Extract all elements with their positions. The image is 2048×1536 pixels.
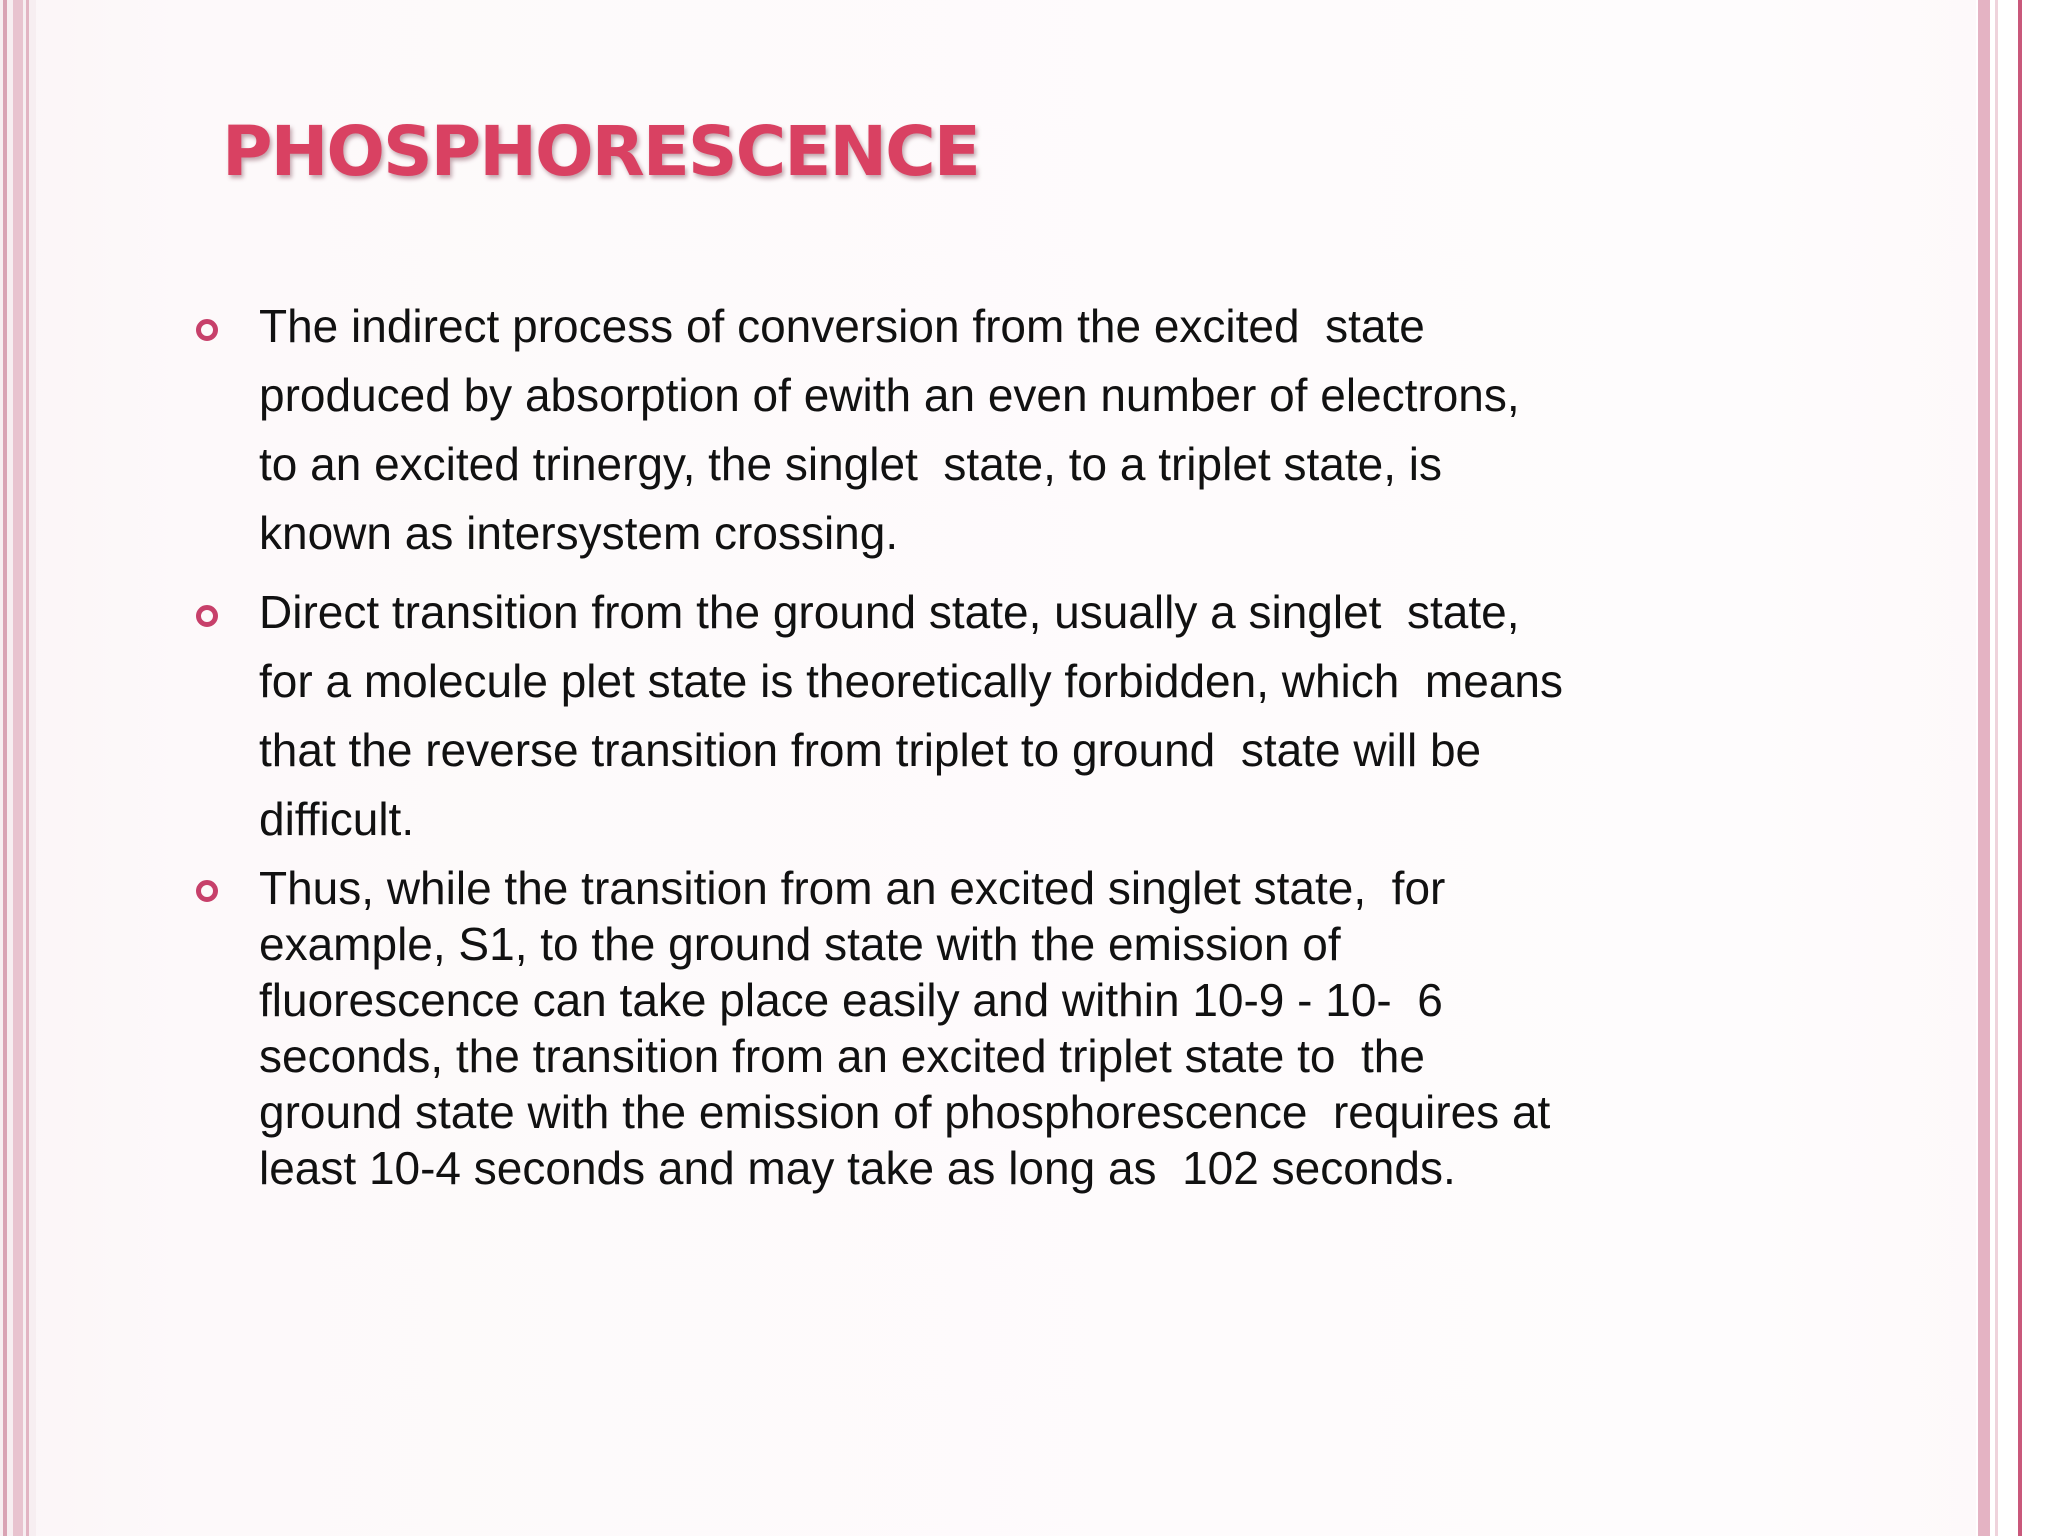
- bullet-item: [196, 292, 1756, 568]
- bullet-line: produced by absorption of ewith an even number of electrons,: [259, 369, 1520, 421]
- bullet-item: [196, 578, 1756, 854]
- circle-bullet-icon: [196, 319, 218, 341]
- bullet-line: example, S1, to the ground state with the emission of: [259, 918, 1341, 970]
- bullet-line: that the reverse transition from triplet to ground state will be: [259, 724, 1482, 776]
- bullet-line: Direct transition from the ground state, usually a singlet state,: [259, 586, 1520, 638]
- circle-bullet-icon: [196, 605, 218, 627]
- bullet-text: [259, 860, 1756, 1196]
- left-border-line: [3, 0, 7, 1536]
- right-border-line: [1995, 0, 1998, 1536]
- bullet-list: [196, 292, 1756, 1196]
- bullet-line: fluorescence can take place easily and within 10-9 - 10- 6: [259, 974, 1443, 1026]
- circle-bullet-icon: [196, 880, 218, 902]
- bullet-line: known as intersystem crossing.: [259, 507, 899, 559]
- bullet-line: ground state with the emission of phosphorescence requires at: [259, 1086, 1551, 1138]
- bullet-text: [259, 292, 1756, 568]
- bullet-line: Thus, while the transition from an excited singlet state, for: [259, 862, 1446, 914]
- bullet-line: The indirect process of conversion from the excited state: [259, 300, 1425, 352]
- left-border-line: [26, 0, 29, 1536]
- bullet-line: to an excited trinergy, the singlet state, to a triplet state, is: [259, 438, 1442, 490]
- bullet-item: [196, 860, 1756, 1196]
- right-border-line: [2018, 0, 2022, 1536]
- bullet-text: [259, 578, 1756, 854]
- bullet-line: difficult.: [259, 793, 415, 845]
- bullet-line: for a molecule plet state is theoretically forbidden, which means: [259, 655, 1563, 707]
- bullet-line: least 10-4 seconds and may take as long as 102 seconds.: [259, 1142, 1456, 1194]
- right-border-line: [1978, 0, 1990, 1536]
- slide-title: PHOSPHORESCENCE: [222, 112, 979, 192]
- bullet-line: seconds, the transition from an excited triplet state to the: [259, 1030, 1425, 1082]
- left-border-line: [13, 0, 23, 1536]
